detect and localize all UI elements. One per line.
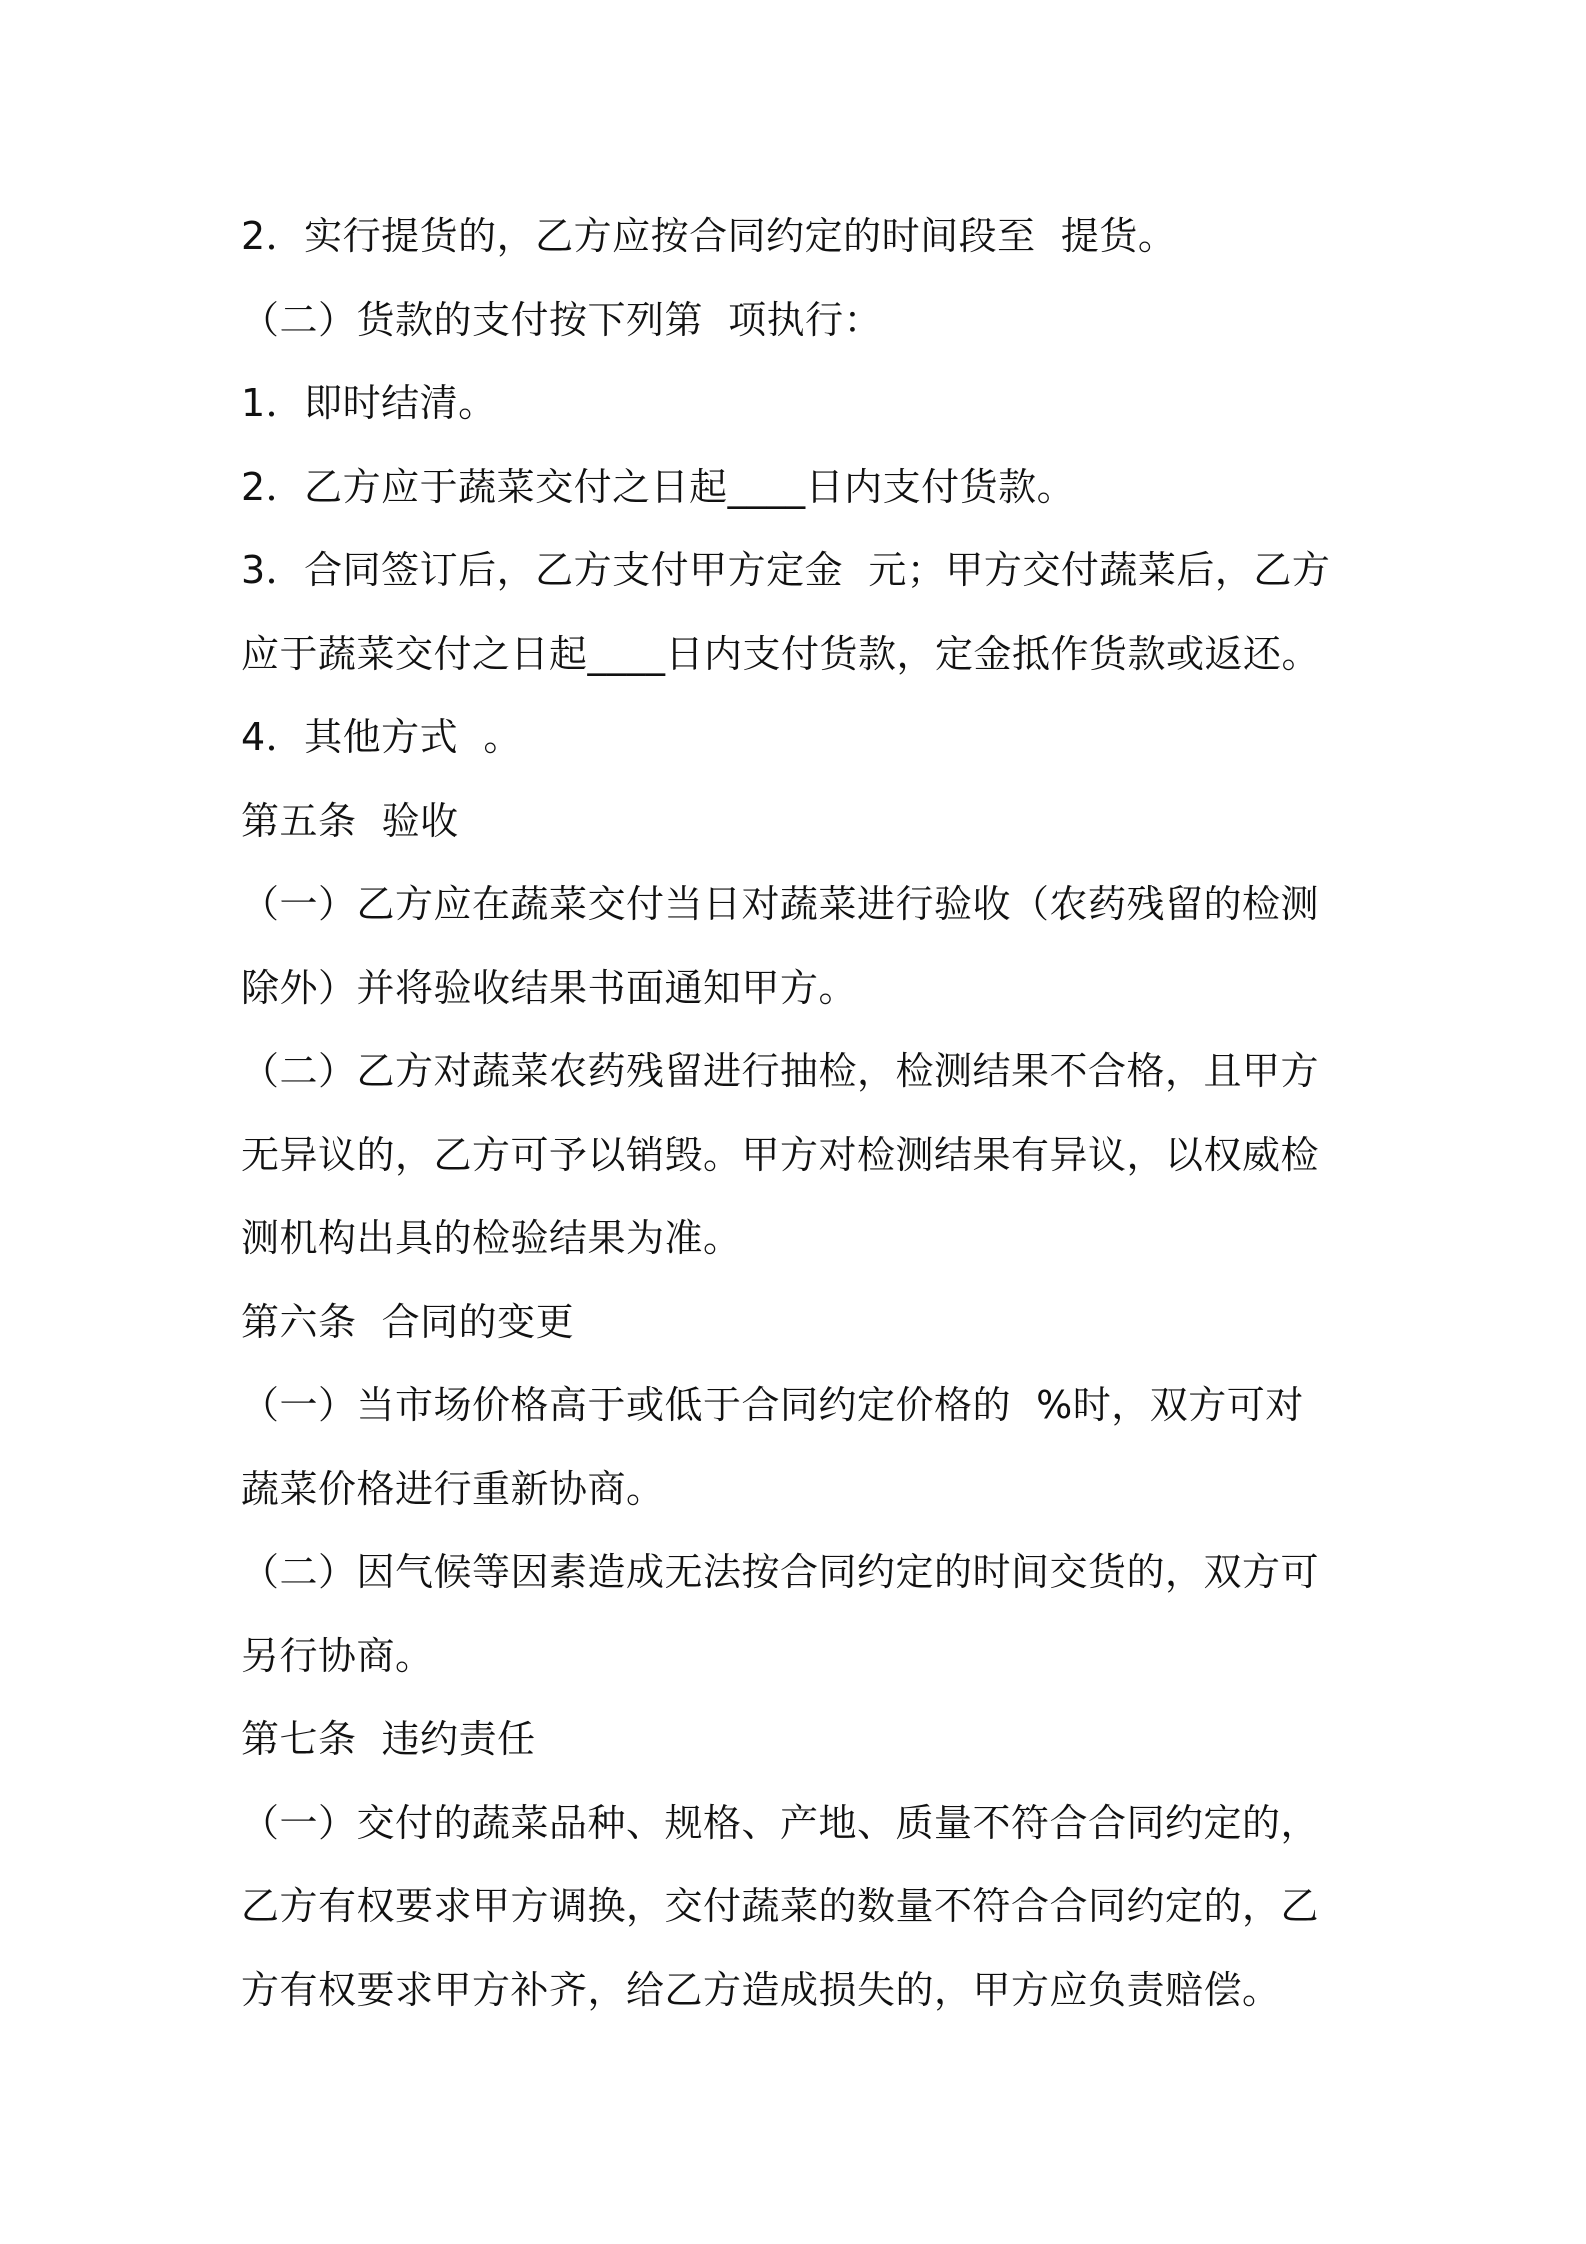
document-body bbox=[241, 195, 1366, 2032]
clause-line: 2．实行提货的，乙方应按合同约定的时间段至 提货。 bbox=[241, 214, 1177, 258]
clause-line: （二）货款的支付按下列第 项执行： bbox=[241, 297, 883, 342]
clause-line: （二）因气候等因素造成无法按合同约定的时间交货的，双方可 bbox=[241, 1550, 1320, 1594]
clause-line: （一）乙方应在蔬菜交付当日对蔬菜进行验收（农药残留的检测 bbox=[241, 882, 1320, 926]
article-heading: 第七条 违约责任 bbox=[241, 1717, 536, 1761]
clause-line: 除外）并将验收结果书面通知甲方。 bbox=[241, 965, 858, 1010]
clause-line: 乙方有权要求甲方调换，交付蔬菜的数量不符合合同约定的，乙 bbox=[241, 1884, 1320, 1928]
clause-line: 2．乙方应于蔬菜交付之日起____日内支付货款。 bbox=[241, 464, 1076, 509]
clause-line: （一）当市场价格高于或低于合同约定价格的 %时，双方可对 bbox=[241, 1383, 1304, 1427]
clause-line: （二）乙方对蔬菜农药残留进行抽检，检测结果不合格，且甲方 bbox=[241, 1049, 1320, 1093]
clause-line: 1．即时结清。 bbox=[241, 381, 497, 425]
clause-line: （一）交付的蔬菜品种、规格、产地、质量不符合合同约定的， bbox=[241, 1800, 1320, 1845]
clause-line: 方有权要求甲方补齐，给乙方造成损失的，甲方应负责赔偿。 bbox=[241, 1967, 1281, 2012]
clause-line: 无异议的，乙方可予以销毁。甲方对检测结果有异议，以权威检 bbox=[241, 1132, 1320, 1177]
clause-line: 应于蔬菜交付之日起____日内支付货款，定金抵作货款或返还。 bbox=[241, 631, 1321, 676]
article-heading: 第五条 验收 bbox=[241, 798, 459, 843]
article-heading: 第六条 合同的变更 bbox=[241, 1299, 575, 1344]
clause-line: 4．其他方式 。 bbox=[241, 715, 522, 759]
clause-line: 测机构出具的检验结果为准。 bbox=[241, 1216, 742, 1260]
clause-line: 另行协商。 bbox=[241, 1633, 434, 1678]
clause-line: 3．合同签订后，乙方支付甲方定金 元；甲方交付蔬菜后，乙方 bbox=[241, 548, 1331, 592]
clause-line: 蔬菜价格进行重新协商。 bbox=[241, 1466, 665, 1511]
